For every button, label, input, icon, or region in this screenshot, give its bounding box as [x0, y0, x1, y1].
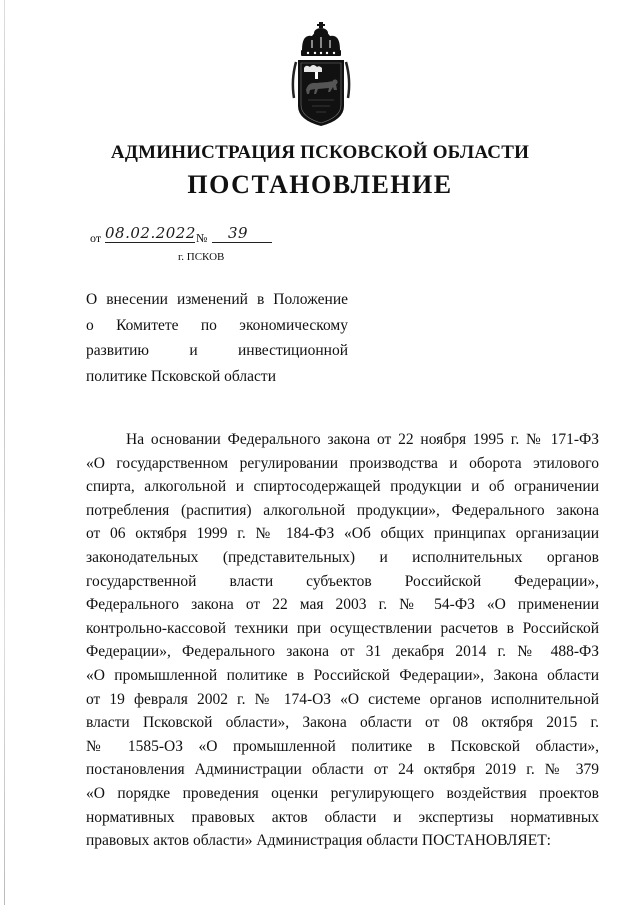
body-line: правовых актов области» Администрация области ПОСТАНОВЛЯЕТ: — [86, 832, 551, 850]
body-line: власти Псковской области», Закона области от 08 октября 2015 г. — [86, 714, 599, 732]
subject-line: О внесении изменений в Положение — [86, 291, 348, 308]
number-prefix: № — [196, 231, 208, 245]
handwritten-number: 39 — [228, 224, 249, 242]
subject-line: развитию и инвестиционной — [86, 342, 348, 359]
body-line: государственной власти субъектов Российской Федерации», — [86, 572, 599, 590]
body-line: № 1585-ОЗ «О промышленной политике в Псковской области», — [86, 737, 599, 755]
date-underline — [105, 242, 195, 243]
date-prefix: от — [90, 231, 102, 245]
handwritten-date: 08.02.2022 — [105, 224, 196, 242]
body-line: спирта, алкогольной и спиртосодержащей продукции и об ограничении — [86, 478, 599, 496]
number-underline — [212, 242, 272, 243]
body-line: «О промышленной политике в Российской Федерации», Закона области — [86, 666, 599, 684]
document-subject — [86, 287, 348, 389]
date-number-line — [90, 226, 290, 246]
body-line: «О порядке проведения оценки регулирующего воздействия проектов — [86, 784, 599, 802]
body-line: законодательных (представительных) и исполнительных органов — [86, 548, 599, 566]
document-type-title: ПОСТАНОВЛЕНИЕ — [187, 170, 453, 199]
body-line: На основании Федерального закона от 22 ноября 1995 г. № 171-ФЗ — [126, 431, 599, 448]
body-line: Федерации», Федерального закона от 31 декабря 2014 г. № 488-ФЗ — [86, 643, 599, 661]
document-body — [86, 428, 599, 853]
body-line: Федерального закона от 22 мая 2003 г. № 54-ФЗ «О применении — [86, 596, 599, 614]
body-line: «О государственном регулировании производства и оборота этилового — [86, 454, 599, 472]
body-line: от 19 февраля 2002 г. № 174-ОЗ «О системе органов исполнительной — [86, 690, 599, 708]
body-line: нормативных правовых актов области и экспертизы нормативных — [86, 808, 599, 826]
subject-line: о Комитете по экономическому — [86, 316, 348, 334]
subject-line: политике Псковской области — [86, 367, 276, 385]
body-line: от 06 октября 1999 г. № 184-ФЗ «Об общих принципах организации — [86, 525, 599, 543]
body-line: контрольно-кассовой техники при осуществлении расчетов в Российской — [86, 619, 599, 637]
org-title: АДМИНИСТРАЦИЯ ПСКОВСКОЙ ОБЛАСТИ — [110, 142, 530, 163]
city-label: г. ПСКОВ — [178, 251, 225, 263]
body-line: потребления (распития) алкогольной продукции», Федерального закона — [86, 501, 599, 519]
body-line: постановления Администрации области от 24 октября 2019 г. № 379 — [86, 761, 599, 779]
pskov-coat-of-arms-icon — [288, 20, 354, 130]
scan-edge — [4, 0, 5, 905]
